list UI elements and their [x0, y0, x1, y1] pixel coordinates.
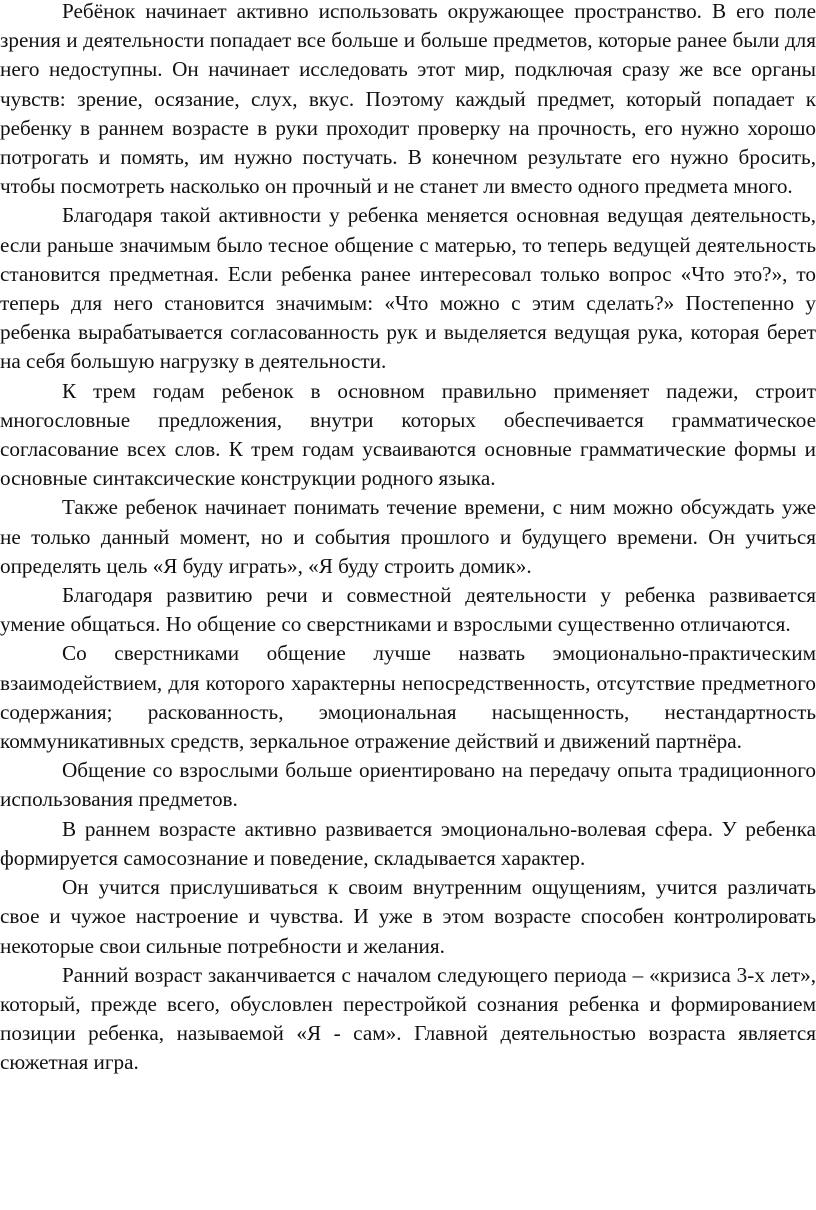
paragraph-8: В раннем возрасте активно развивается эмоционально-волевая сфера. У ребенка формируется самосознание и поведение, складывается характер. — [0, 816, 816, 870]
paragraph-10: Ранний возраст заканчивается с началом следующего периода – «кризиса 3-х лет», который, прежде всего, обусловлен перестройкой сознания ребенка и формированием позиции ребенка, называемой «Я - сам». Главной деятельностью возраста является сюжетная игра. — [0, 962, 816, 1075]
paragraph-5: Благодаря развитию речи и совместной деятельности у ребенка развивается умение общаться. Но общение со сверстниками и взрослыми существенно отличаются. — [0, 583, 816, 637]
paragraph-7: Общение со взрослыми больше ориентировано на передачу опыта традиционного использования предметов. — [0, 758, 816, 812]
paragraph-9: Он учится прислушиваться к своим внутренним ощущениям, учится различать свое и чужое настроение и чувства. И уже в этом возрасте способен контролировать некоторые свои сильные потребности и желания. — [0, 875, 816, 958]
paragraph-2: Благодаря такой активности у ребенка меняется основная ведущая деятельность, если раньше значимым было тесное общение с матерью, то теперь ведущей деятельность становится предметная. Если ребенка ранее интересовал только вопрос «Что это?», то теперь для него становится значимым: «Что можно с этим сделать?» Постепенно у ребенка вырабатывается согласованность рук и выделяется ведущая рука, которая берет на себя большую нагрузку в деятельности. — [0, 203, 816, 374]
paragraph-6: Со сверстниками общение лучше назвать эмоционально-практическим взаимодействием, для которого характерны непосредственность, отсутствие предметного содержания; раскованность, эмоциональная насыщенность, нестандартность коммуникативных средств, зеркальное отражение действий и движений партнёра. — [0, 641, 816, 754]
paragraph-3: К трем годам ребенок в основном правильно применяет падежи, строит многословные предложения, внутри которых обеспечивается грамматическое согласование всех слов. К трем годам усваиваются основные грамматические формы и основные синтаксические конструкции родного языка. — [0, 378, 816, 491]
paragraph-4: Также ребенок начинает понимать течение времени, с ним можно обсуждать уже не только данный момент, но и события прошлого и будущего времени. Он учиться определять цель «Я буду играть», «Я буду строить домик». — [0, 495, 816, 578]
paragraph-1: Ребёнок начинает активно использовать окружающее пространство. В его поле зрения и деятельности попадает все больше и больше предметов, которые ранее были для него недоступны. Он начинает исследовать этот мир, подключая сразу же все органы чувств: зрение, осязание, слух, вкус. Поэтому каждый предмет, который попадает к ребенку в раннем возрасте в руки проходит проверку на прочность, его нужно хорошо потрогать и помять, им нужно постучать. В конечном результате его нужно бросить, чтобы посмотреть насколько он прочный и не станет ли вместо одного предмета много. — [0, 0, 816, 199]
